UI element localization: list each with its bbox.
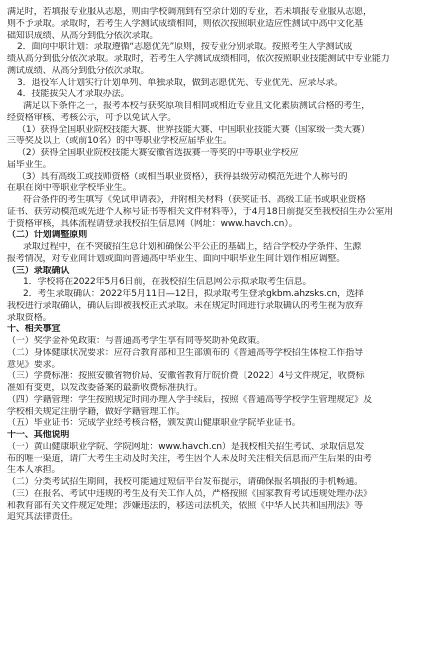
text-line: （1）获得全国职业院校技能大赛、世界技能大赛、中国职业技能大赛（国家级一类大赛） [17,124,370,135]
text-line: 则不予录取。录取时，若考生入学测试成绩相同，则依次按照职业适应性测试中高中文化基 [7,18,364,29]
text-line: 4．技能拔尖人才录取办法。 [17,89,130,100]
text-line: 意见》要求。 [7,359,61,370]
section-heading: （二）计划调整原则 [7,230,88,241]
text-line: （四）学籍管理：学生按照规定时间办理入学手续后，按照《普通高等学校学生管理规定》及 [7,394,372,405]
text-line: 录取过程中，在不突破招生总计划和确保公平公正的基础上，结合学校办学条件、生源 [23,242,362,252]
text-line: 布的唯一渠道，请广大考生主动及时关注，考生因个人未及时关注相关信息而产生后果的由考 [7,453,372,464]
text-line: 1．学校将在2022年5月6日前，在我校招生信息网公示拟录取考生信息。 [23,277,312,288]
text-line: 于资格审核，具体流程请登录我校招生信息网（网址：www.havch.cn）。 [7,218,298,229]
text-line: 2．面向中职计划：录取遵循“志愿优先”原则，按专业分别录取。按照考生入学测试成 [17,42,353,53]
chapter-heading: 十一、其他说明 [7,430,70,440]
text-line: 满足以下条件之一，报考本校与获奖原项目相同或相近专业且文化素质测试合格的考生， [23,101,371,111]
text-line: 3．退役军人计划实行计划单列、单独录取，做到志愿优先、专业优先、应录尽录。 [17,77,344,88]
text-line: 准如有变更，以发改委备案的最新收费标准执行。 [7,383,203,393]
text-line: 证书、获劳动模范或先进个人称号证书等相关文件材料等），于4月18日前提交至我校招生办公室用 [7,206,394,217]
text-line: （三）学费标准：按照安徽省物价局、安徽省教育厅皖价费〔2022〕4号文件规定，收费标 [7,371,365,382]
text-line: （二）分类考试招生期间，我校可能通过短信平台发布提示，请确保报名填报的手机畅通。 [7,477,364,487]
text-line: （五）毕业证书：完成学业经考核合格，颁发黄山健康职业学院毕业证书。 [7,418,301,429]
text-line: 我校进行录取确认，确认后即被我校正式录取。未在规定时间进行录取确认的考生视为放弃 [7,300,364,311]
text-line: 2．考生录取确认：2022年5月11日—12日，拟录取考生登录gkbm.ahzsks.cn，选择 [23,289,364,299]
text-line: （2）获得全国职业院校技能大赛安徽省选拔赛一等奖的中等职业学校应 [17,148,299,158]
text-line: （三）在报名、考试中违规的考生及有关工作人员，严格按照《国家教育考试违规处理办法》 [7,488,372,499]
text-line: 届毕业生。 [7,159,52,170]
text-line: 和教育部有关文件规定处理；涉嫌违法的，移送司法机关，依照《中华人民共和国刑法》等 [7,500,364,511]
text-line: 追究其法律责任。 [7,512,79,523]
text-line: 学校相关规定注册学籍，做好学籍管理工作。 [7,406,186,417]
text-line: 满足时，若填报专业服从志愿，则由学校调剂到有空余计划的专业，若未填报专业服从志愿， [7,7,372,17]
text-line: 符合条件的考生填写《免试申请表》，并附相关材料（获奖证书、高级工证书或职业资格 [23,195,366,205]
text-line: 础知识成绩、从高分到低分依次录取。 [7,30,159,41]
section-heading: （三）录取确认 [7,265,70,276]
chapter-heading: 十、相关事宜 [7,324,61,335]
text-line: （一）奖学金补免政策：与普通高考学生享有同等奖助补免政策。 [7,336,266,346]
text-line: 经资格审核、考核公示，可予以免试入学。 [7,112,177,123]
text-line: 测试成绩、从高分到低分依次录取。 [7,65,150,76]
text-line: 录取资格。 [7,312,52,323]
text-line: （二）身体健康状况要求：应符合教育部和卫生部颁布的《普通高等学校招生体检工作指导 [7,347,364,358]
text-line: （一）黄山健康职业学院、学院网址：www.havch.cn）是我校相关招生考试、录取信息发 [7,441,365,452]
text-line: 生本人承担。 [7,465,61,476]
text-line: 报考情况，对专业间计划或面向普通高中毕业生、面向中职毕业生间计划作相应调整。 [7,253,346,264]
text-line: 在职在岗中等职业学校毕业生。 [7,183,132,194]
text-line: 三等奖及以上（或前10名）的中等职业学校应届毕业生。 [7,136,232,147]
text-line: （3）具有高级工或技师资格（或相当职业资格），获得县级劳动模范先进个人称号的 [17,171,348,182]
text-line: 绩从高分到低分依次录取。录取时，若考生入学测试成绩相同，依次按照职业技能测试中专业能力 [7,54,390,64]
